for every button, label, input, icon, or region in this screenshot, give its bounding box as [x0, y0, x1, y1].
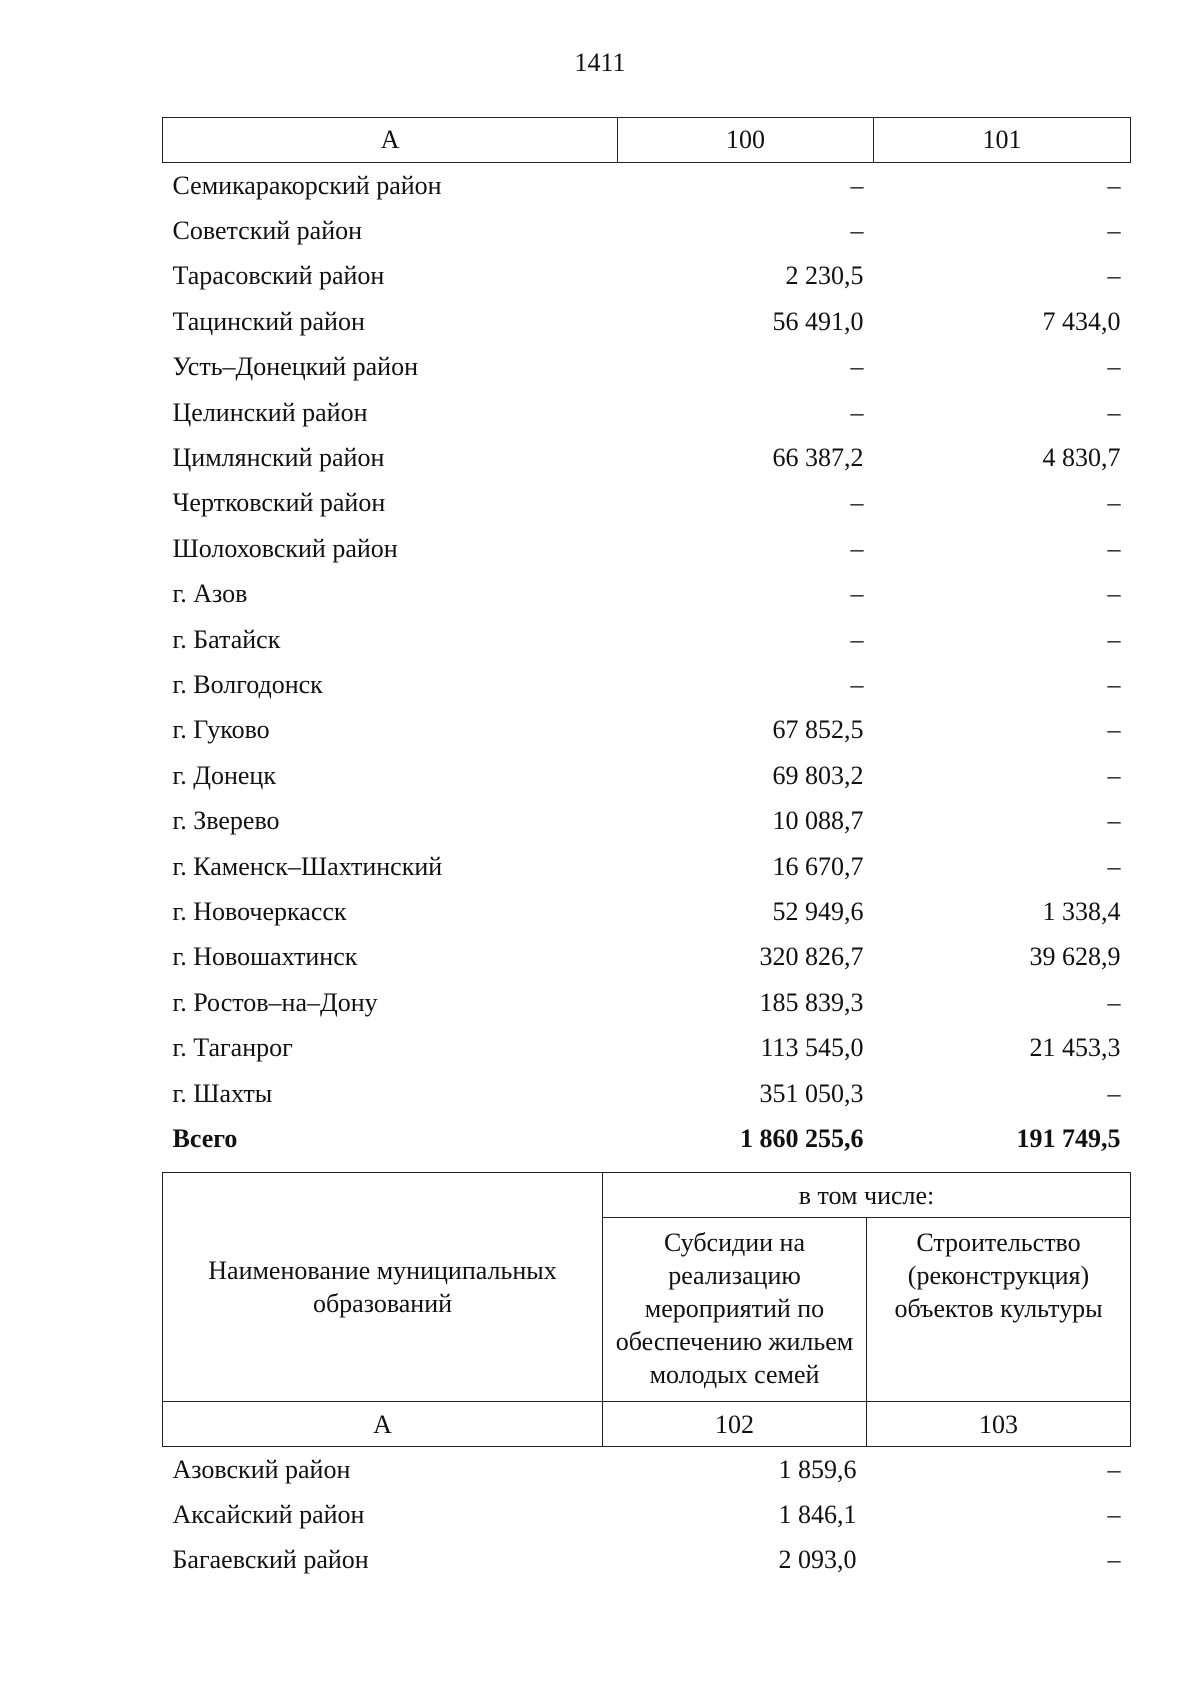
table-row	[163, 1071, 1131, 1116]
municipality-name: г. Зверево	[172, 806, 280, 836]
value-cell: –	[1107, 851, 1121, 881]
municipality-name: Азовский район	[172, 1454, 351, 1484]
value-cell: 1 338,4	[1042, 896, 1121, 926]
value-cell: –	[850, 170, 864, 200]
value-cell: –	[1107, 715, 1121, 745]
municipality-name: г. Новочеркасск	[172, 896, 347, 926]
including-header: в том числе:	[603, 1173, 1131, 1218]
municipality-name: г. Шахты	[172, 1078, 273, 1108]
youth-housing-subsidy-header: Субсидии на реализацию мероприятий по обеспечению жильем молодых семей	[603, 1218, 867, 1402]
value-cell: 4 830,7	[1042, 443, 1121, 473]
value-cell: –	[850, 352, 864, 382]
value-cell: –	[850, 624, 864, 654]
column-code-a: А	[163, 1402, 603, 1447]
table-row	[163, 662, 1131, 707]
value-cell: –	[1107, 579, 1121, 609]
value-cell: 113 545,0	[760, 1033, 864, 1063]
value-cell: 1 846,1	[778, 1499, 857, 1529]
budget-table-part-1	[162, 117, 1131, 1162]
municipality-name: г. Каменск–Шахтинский	[172, 851, 443, 881]
column-code-101: 101	[874, 118, 1131, 163]
table-row	[163, 1492, 1131, 1537]
value-cell: 39 628,9	[1029, 942, 1121, 972]
table-row	[163, 844, 1131, 889]
value-cell: 21 453,3	[1029, 1033, 1121, 1063]
value-cell: 16 670,7	[772, 851, 864, 881]
value-cell: –	[850, 397, 864, 427]
value-cell: 69 803,2	[772, 760, 864, 790]
culture-construction-header: Строительство (реконструкция) объектов культуры	[867, 1218, 1131, 1402]
total-label: Всего	[172, 1123, 238, 1153]
value-cell: 10 088,7	[772, 806, 864, 836]
value-cell: –	[1107, 760, 1121, 790]
municipality-name: Целинский район	[172, 397, 368, 427]
municipality-name: Багаевский район	[172, 1544, 369, 1574]
table-row	[163, 889, 1131, 934]
table-row	[163, 980, 1131, 1025]
value-cell: –	[850, 216, 864, 246]
municipality-name: г. Гуково	[172, 715, 270, 745]
table-row	[163, 299, 1131, 344]
municipality-name: Цимлянский район	[172, 443, 385, 473]
value-cell: 67 852,5	[772, 715, 864, 745]
value-cell: 1 859,6	[778, 1454, 857, 1484]
table-row	[163, 254, 1131, 299]
municipality-name: г. Таганрог	[172, 1033, 293, 1063]
value-cell: 2 230,5	[785, 261, 864, 291]
value-cell: –	[1107, 1544, 1121, 1574]
value-cell: –	[850, 669, 864, 699]
municipality-name: Аксайский район	[172, 1499, 365, 1529]
table-row	[163, 345, 1131, 390]
table-row	[163, 935, 1131, 980]
table-row	[163, 753, 1131, 798]
value-cell: –	[1107, 261, 1121, 291]
municipality-name: Советский район	[172, 216, 363, 246]
value-cell: –	[1107, 397, 1121, 427]
value-cell: –	[1107, 170, 1121, 200]
budget-table-part-2	[162, 1172, 1131, 1582]
value-cell: 66 387,2	[772, 443, 864, 473]
municipality-name: г. Азов	[172, 579, 248, 609]
municipality-name: г. Ростов–на–Дону	[172, 987, 378, 1017]
table-row	[163, 617, 1131, 662]
municipality-name: г. Новошахтинск	[172, 942, 358, 972]
value-cell: –	[850, 488, 864, 518]
table-row	[163, 1025, 1131, 1070]
total-value: 1 860 255,6	[740, 1123, 864, 1153]
municipality-name: г. Волгодонск	[172, 669, 323, 699]
table-body	[163, 163, 1131, 1162]
table-row	[163, 798, 1131, 843]
page-number: 1411	[574, 48, 626, 77]
column-code-102: 102	[603, 1402, 867, 1447]
value-cell: –	[850, 579, 864, 609]
column-code-103: 103	[867, 1402, 1131, 1447]
municipality-name: Усть–Донецкий район	[172, 352, 418, 382]
municipality-name: г. Донецк	[172, 760, 276, 790]
value-cell: –	[1107, 1454, 1121, 1484]
value-cell: 351 050,3	[759, 1078, 864, 1108]
value-cell: 56 491,0	[772, 306, 864, 336]
table-row	[163, 708, 1131, 753]
value-cell: –	[850, 533, 864, 563]
value-cell: –	[1107, 488, 1121, 518]
column-code-100: 100	[618, 118, 874, 163]
value-cell: –	[1107, 987, 1121, 1017]
table-row	[163, 572, 1131, 617]
value-cell: 320 826,7	[759, 942, 864, 972]
value-cell: –	[1107, 216, 1121, 246]
table-row	[163, 163, 1131, 209]
value-cell: –	[1107, 806, 1121, 836]
table-row	[163, 526, 1131, 571]
table-header-row	[163, 118, 1131, 163]
table-row	[163, 390, 1131, 435]
municipality-name: Тацинский район	[172, 306, 365, 336]
table-row	[163, 1537, 1131, 1582]
municipality-name: г. Батайск	[172, 624, 281, 654]
value-cell: –	[1107, 533, 1121, 563]
value-cell: –	[1107, 1499, 1121, 1529]
value-cell: 2 093,0	[778, 1544, 857, 1574]
table-row	[163, 435, 1131, 480]
total-value: 191 749,5	[1016, 1123, 1121, 1153]
table-body	[163, 1447, 1131, 1583]
table-row	[163, 481, 1131, 526]
table-row	[163, 1447, 1131, 1493]
value-cell: 52 949,6	[772, 896, 864, 926]
municipality-name: Тарасовский район	[172, 261, 385, 291]
municipality-name: Чертковский район	[172, 488, 386, 518]
municipality-name-header: Наименование муниципальных образований	[163, 1173, 603, 1402]
value-cell: –	[1107, 669, 1121, 699]
value-cell: 7 434,0	[1042, 306, 1121, 336]
value-cell: –	[1107, 624, 1121, 654]
municipality-name: Шолоховский район	[172, 533, 398, 563]
total-row	[163, 1116, 1131, 1161]
value-cell: –	[1107, 352, 1121, 382]
value-cell: 185 839,3	[759, 987, 864, 1017]
column-code-a: А	[163, 118, 618, 163]
value-cell: –	[1107, 1078, 1121, 1108]
municipality-name: Семикаракорский район	[172, 170, 442, 200]
table-row	[163, 208, 1131, 253]
